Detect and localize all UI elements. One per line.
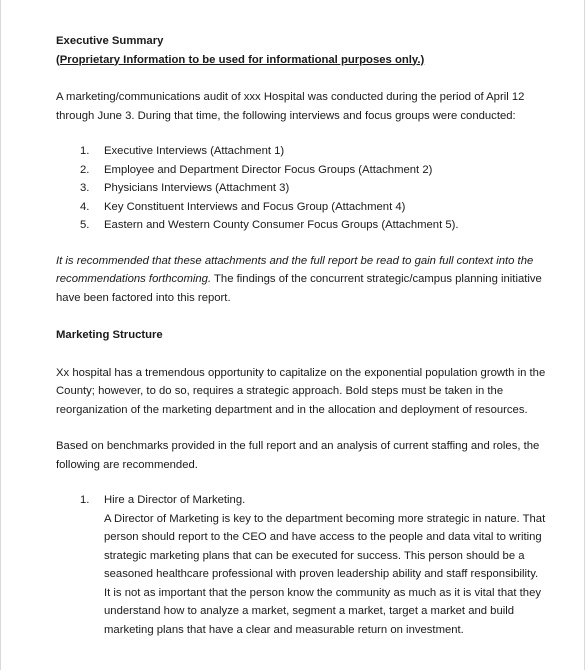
list-item-number: 1.: [80, 145, 90, 157]
recommendation-italic-text: It is recommended that these attachments and the full report be read to gain full context into the recommendations forthcoming.: [56, 254, 534, 285]
recommendation-paragraph: [56, 252, 546, 308]
document-subtitle: (Proprietary Information to be used for informational purposes only.): [56, 53, 425, 66]
list-item-number: 4.: [80, 200, 90, 213]
list-item: [56, 491, 546, 639]
section-heading: Marketing Structure: [56, 329, 163, 341]
list-item-text: Physicians Interviews (Attachment 3): [104, 182, 290, 194]
intro-paragraph: A marketing/communications audit of xxx Hospital was conducted during the period of April 12 through June 3. During that time, the following interviews and focus groups were conducted:: [56, 91, 525, 122]
structure-paragraph: Xx hospital has a tremendous opportunity to capitalize on the exponential population growth in the County; however, to do so, requires a strategic approach. Bold steps must be taken in the reorganization of the marketing department and in the allocation and deployment of resources.: [56, 366, 546, 416]
list-item-text: Key Constituent Interviews and Focus Group (Attachment 4): [104, 200, 406, 213]
list-item-text: Employee and Department Director Focus Groups (Attachment 2): [104, 163, 433, 176]
list-item: [56, 179, 546, 198]
list-item-number: 5.: [80, 219, 90, 231]
list-item: [56, 216, 546, 235]
list-item: [56, 198, 546, 217]
list-item-number: 2.: [80, 163, 90, 176]
document-title: Executive Summary: [56, 35, 164, 47]
list-item-number: 1.: [80, 494, 90, 506]
list-item-text: Eastern and Western County Consumer Focus Groups (Attachment 5).: [104, 219, 459, 231]
list-item: [56, 142, 546, 161]
list-item: [56, 161, 546, 180]
document-content: [56, 32, 546, 639]
recommendations-list: [56, 491, 546, 639]
list-item-title: Hire a Director of Marketing.: [104, 494, 246, 506]
list-item-number: 3.: [80, 182, 90, 194]
attachments-list: [56, 142, 546, 235]
recommendation-text: The findings of the concurrent strategic/campus planning initiative have been factored into this report.: [56, 273, 542, 304]
benchmarks-paragraph: Based on benchmarks provided in the full report and an analysis of current staffing and roles, the following are recommended.: [56, 440, 540, 471]
list-item-body: A Director of Marketing is key to the department becoming more strategic in nature. That person should report to the CEO and have access to the people and data vital to writing strategic marketing plans that can be executed for success. This person should be a seasoned healthcare professional with proven leadership ability and staff responsibility. It is not as important that the person know the community as much as it is vital that they understand how to analyze a market, segment a market, target a market and build marketing plans that have a clear and measurable return on investment.: [104, 512, 546, 636]
list-item-text: Executive Interviews (Attachment 1): [104, 145, 285, 157]
